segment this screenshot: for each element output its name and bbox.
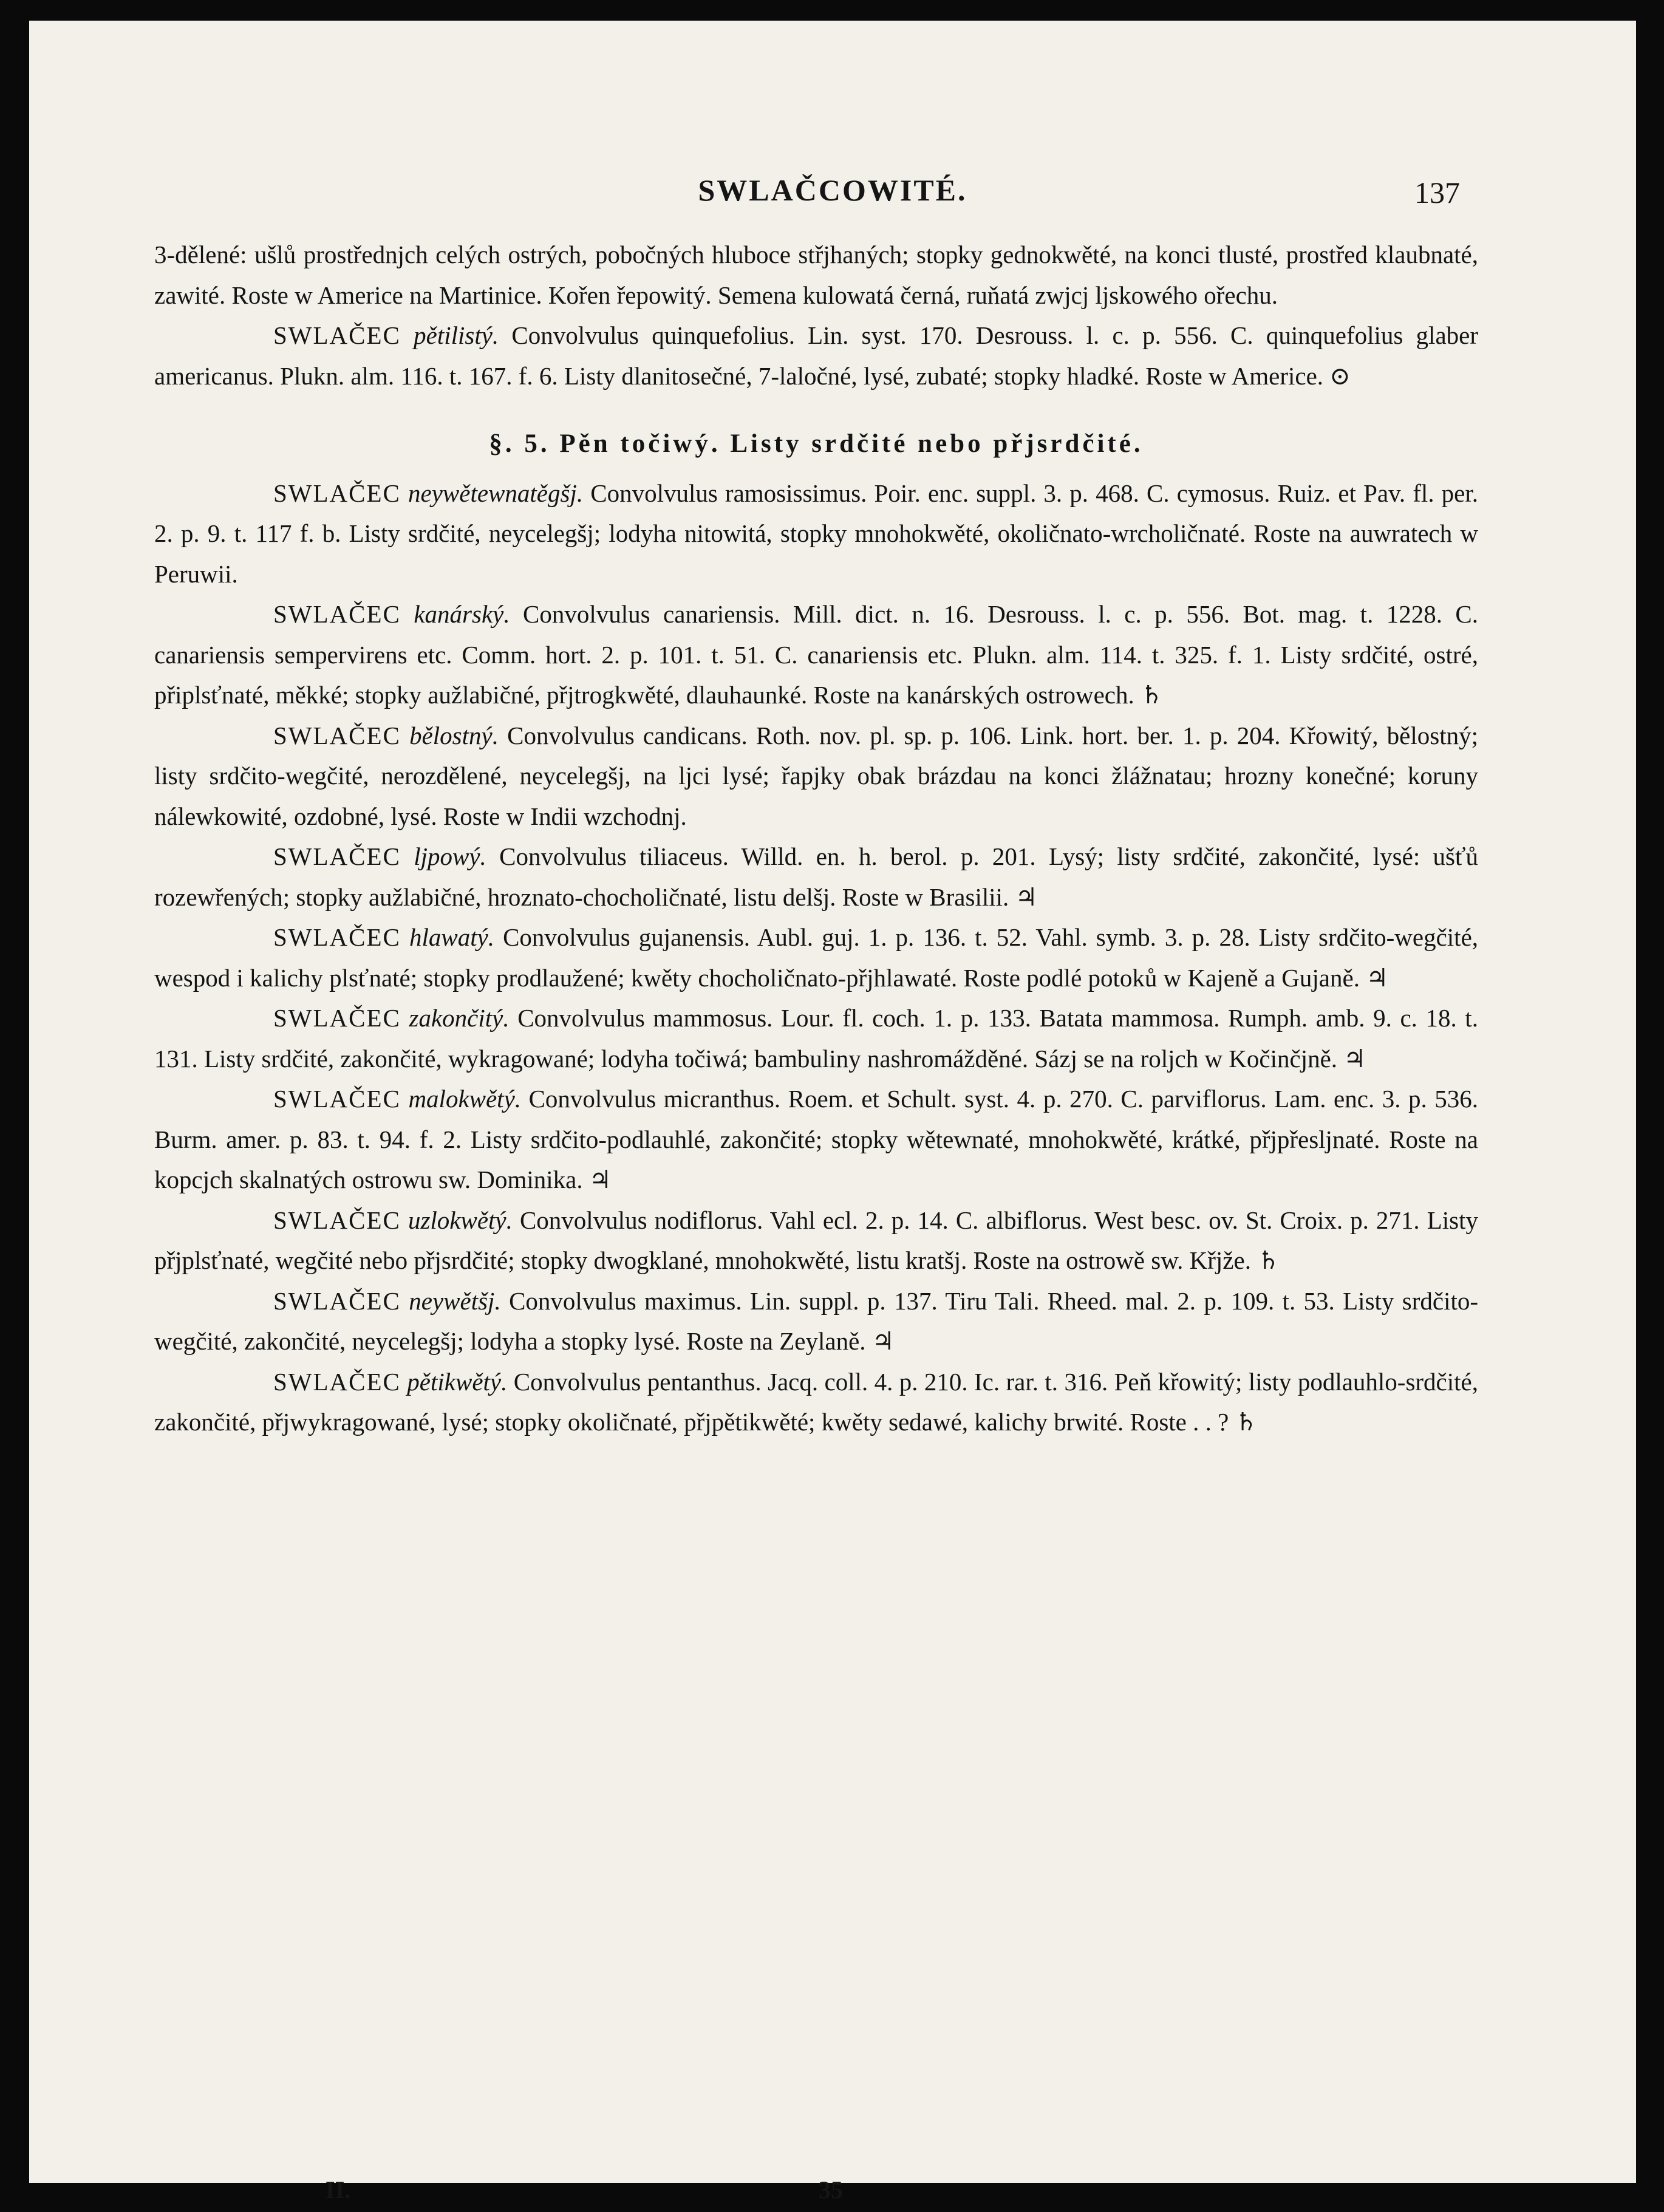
entry-text: Convolvulus canariensis. Mill. dict. n. 16. Desrouss. l. c. p. 556. Bot. mag. t. 1228. C. canariensis sempervirens etc. Comm. hort. 2. p. 101. t. 51. C. canariensis etc. Plukn. alm. 114. t. 325. f. 1. Listy srdčité, ostré, připlsťnaté, měkké; stopky aužlabičné, přjtrogkwěté, dlauhaunké. Roste na kanárských ostrowech. ♄ (154, 600, 1479, 709)
running-header (29, 172, 1636, 215)
entry-text: Convolvulus gujanensis. Aubl. guj. 1. p. 136. t. 52. Vahl. symb. 3. p. 28. Listy srdčito-wegčité, wespod i kalichy plsťnaté; stopky prodlaužené; kwěty chocholičnato-přjhlawaté. Roste podlé potoků w Kajeně a Gujaně. ♃ (154, 923, 1479, 992)
entry (154, 836, 1478, 917)
entry-species: malokwětý. (408, 1085, 522, 1113)
entry-species: uzlokwětý. (407, 1206, 513, 1234)
entry-genus: SWLAČEC (273, 321, 401, 349)
entry-text: Convolvulus ramosissimus. Poir. enc. suppl. 3. p. 468. C. cymosus. Ruiz. et Pav. fl. per. 2. p. 9. t. 117 f. b. Listy srdčité, neycelegšj; lodyha nitowitá, stopky mnohokwěté, okoličnato-wrcholičnaté. Roste na auwratech w Peruwii. (154, 479, 1479, 588)
entry-genus: SWLAČEC (273, 1085, 401, 1113)
entry-genus: SWLAČEC (273, 479, 401, 507)
entry (154, 594, 1478, 715)
entry-genus: SWLAČEC (273, 842, 401, 870)
signature-mark: II. (326, 2176, 351, 2203)
entry-species: bělostný. (409, 721, 499, 749)
entry-species: neywětewnatěgšj. (408, 479, 584, 507)
entry-text: Convolvulus nodiflorus. Vahl ecl. 2. p. 14. C. albiflorus. West besc. ov. St. Croix. p. 271. Listy přjplsťnaté, wegčité nebo přjsrdčité; stopky dwogklané, mnohokwěté, listu kratšj. Roste na ostrowě sw. Křjže. ♄ (154, 1206, 1478, 1274)
entry-quinquefolius (154, 315, 1478, 396)
entry-text: Convolvulus maximus. Lin. suppl. p. 137. Tiru Tali. Rheed. mal. 2. p. 109. t. 53. Listy srdčito-wegčité, zakončité, neycelegšj; lodyha a stopky lysé. Roste na Zeylaně. ♃ (154, 1286, 1479, 1355)
entry-text: Convolvulus micranthus. Roem. et Schult. syst. 4. p. 270. C. parviflorus. Lam. enc. 3. p. 536. Burm. amer. p. 83. t. 94. f. 2. Listy srdčito-podlauhlé, zakončité; stopky wětewnaté, mnohokwěté, krátké, přjpřesljnaté. Roste na kopcjch skalnatých ostrowu sw. Dominika. ♃ (154, 1085, 1479, 1193)
entry-genus: SWLAČEC (273, 721, 401, 749)
page-number: 137 (1414, 176, 1460, 210)
sheet-number: 35 (819, 2176, 843, 2203)
page-footer (29, 2176, 1636, 2212)
book-page (29, 21, 1636, 2203)
entry (154, 1362, 1478, 1442)
page-body (154, 234, 1478, 1442)
entry-genus: SWLAČEC (273, 1367, 401, 1396)
entry (154, 1200, 1478, 1281)
entry-species: ljpowý. (414, 842, 486, 870)
entry-species: hlawatý. (409, 923, 495, 951)
entry (154, 1281, 1478, 1362)
entry-genus: SWLAČEC (273, 600, 401, 628)
entry-species: kanárský. (414, 600, 510, 628)
entry-text: Convolvulus candicans. Roth. nov. pl. sp. p. 106. Link. hort. ber. 1. p. 204. Křowitý, bělostný; listy srdčito-wegčité, nerozdělené, neycelegšj, na ljci lysé; řapjky obak brázdau na konci žlážnatau; hrozny konečné; koruny nálewkowité, ozdobné, lysé. Roste w Indii wzchodnj. (154, 721, 1479, 830)
entry-species: neywětšj. (409, 1286, 501, 1315)
entry-genus: SWLAČEC (273, 1004, 401, 1032)
entry-genus: SWLAČEC (273, 923, 401, 951)
entry-species: pětilistý. (414, 321, 499, 349)
entry-text: Convolvulus mammosus. Lour. fl. coch. 1. p. 133. Batata mammosa. Rumph. amb. 9. c. 18. t. 131. Listy srdčité, zakončité, wykragowané; lodyha točiwá; bambuliny nashromážděné. Sázj se na roljch w Kočinčjně. ♃ (154, 1004, 1478, 1073)
entry (154, 1079, 1478, 1200)
section-heading: §. 5. Pěn točiwý. Listy srdčité nebo přjsrdčité. (489, 429, 1144, 458)
intro-paragraph: 3-dělené: ušlů prostřednjch celých ostrých, pobočných hluboce střjhaných; stopky gednokwěté, na konci tlusté, prostřed klaubnaté, zawité. Roste w Americe na Martinice. Kořen řepowitý. Semena kulowatá černá, ruňatá zwjcj ljskowého ořechu. (154, 241, 1478, 309)
entry-species: zakončitý. (409, 1004, 510, 1032)
entry (154, 917, 1478, 998)
page-title: SWLAČCOWITÉ. (698, 173, 967, 207)
entry-genus: SWLAČEC (273, 1206, 401, 1234)
entry-genus: SWLAČEC (273, 1286, 401, 1315)
entry-text: Convolvulus quinquefolius. Lin. syst. 170. Desrouss. l. c. p. 556. C. quinquefolius glaber americanus. Plukn. alm. 116. t. 167. f. 6. Listy dlanitosečné, 7-laločné, lysé, zubaté; stopky hladké. Roste w Americe. ⊙ (154, 321, 1479, 390)
entry (154, 473, 1478, 595)
entry-text: Convolvulus pentanthus. Jacq. coll. 4. p. 210. Ic. rar. t. 316. Peň křowitý; listy podlauhlo-srdčité, zakončité, přjwykragowané, lysé; stopky okoličnaté, přjpětikwěté; kwěty sedawé, kalichy brwité. Roste . . ? ♄ (154, 1367, 1478, 1436)
entry-species: pětikwětý. (407, 1367, 508, 1396)
entry-text: Convolvulus tiliaceus. Willd. en. h. berol. p. 201. Lysý; listy srdčité, zakončité, lysé: ušťů rozewřených; stopky aužlabičné, hroznato-chocholičnaté, listu delšj. Roste w Brasilii. ♃ (154, 842, 1479, 911)
entry (154, 715, 1478, 837)
entry (154, 998, 1478, 1079)
